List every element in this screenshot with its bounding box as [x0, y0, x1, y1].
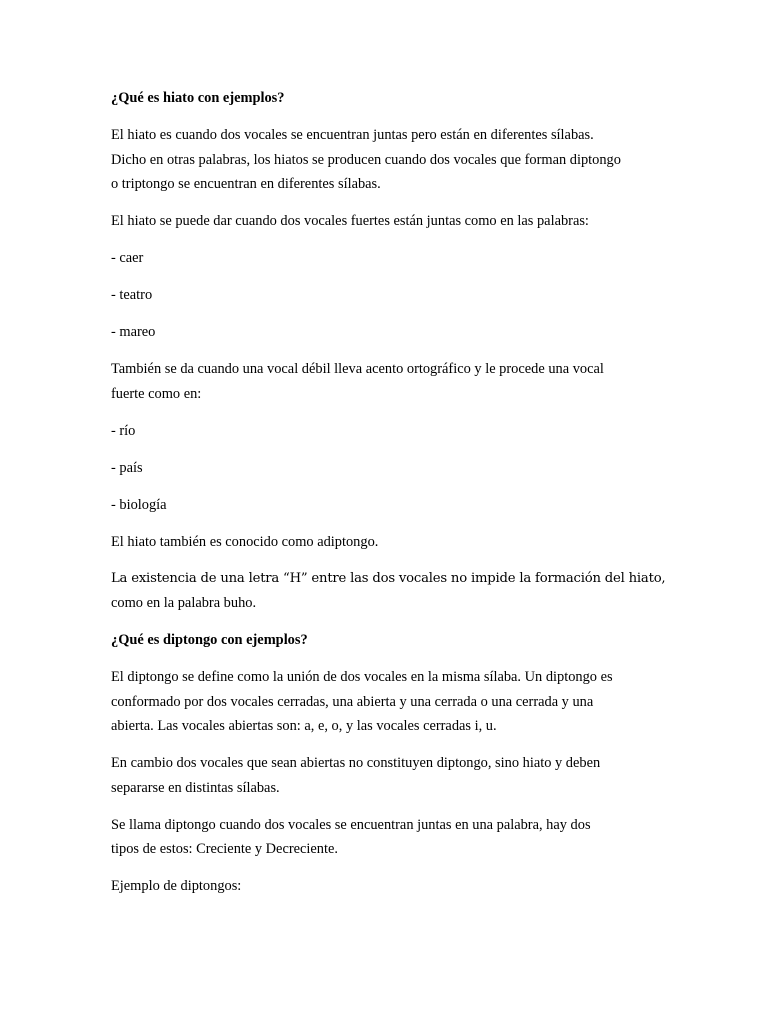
text-line: También se da cuando una vocal débil lleva acento ortográfico y le procede una vocal — [111, 361, 604, 377]
paragraph-diptongo-cambio — [111, 751, 671, 800]
list-item-text: - biología — [111, 496, 167, 513]
list-item-text: - país — [111, 459, 143, 476]
text-line: o triptongo se encuentran en diferentes sílabas. — [111, 176, 381, 192]
list-item — [111, 283, 671, 308]
list-item — [111, 419, 671, 444]
paragraph-hiato-acento — [111, 357, 671, 406]
text-line: Se llama diptongo cuando dos vocales se encuentran juntas en una palabra, hay dos — [111, 816, 591, 833]
document-page — [111, 86, 671, 911]
heading-diptongo — [111, 628, 671, 653]
paragraph-hiato-adiptongo — [111, 530, 671, 555]
heading-hiato-text: ¿Qué es hiato con ejemplos? — [111, 90, 285, 106]
list-item-text: - mareo — [111, 324, 156, 340]
text-line: separarse en distintas sílabas. — [111, 779, 280, 796]
list-item — [111, 320, 671, 345]
list-item — [111, 456, 671, 481]
text-line: El diptongo se define como la unión de dos vocales en la misma sílaba. Un diptongo es — [111, 669, 613, 685]
list-item-text: - río — [111, 422, 136, 439]
list-item-text: - caer — [111, 250, 144, 266]
text-line: La existencia de una letra “H” entre las dos vocales no impide la formación del hiato, — [111, 570, 666, 586]
paragraph-hiato-h — [111, 567, 671, 616]
text-line: El hiato se puede dar cuando dos vocales fuertes están juntas como en las palabras: — [111, 213, 589, 229]
text-line: conformado por dos vocales cerradas, una abierta y una cerrada o una cerrada y una — [111, 693, 594, 710]
text-line: fuerte como en: — [111, 385, 202, 402]
text-line: abierta. Las vocales abiertas son: a, e, o, y las vocales cerradas i, u. — [111, 718, 497, 734]
text-line: El hiato es cuando dos vocales se encuentran juntas pero están en diferentes sílabas. — [111, 127, 594, 143]
list-item — [111, 493, 671, 518]
paragraph-hiato-definition — [111, 123, 671, 197]
text-line: Ejemplo de diptongos: — [111, 878, 242, 894]
text-line: En cambio dos vocales que sean abiertas no constituyen diptongo, sino hiato y deben — [111, 755, 601, 771]
list-item — [111, 246, 671, 271]
heading-diptongo-text: ¿Qué es diptongo con ejemplos? — [111, 632, 308, 648]
heading-hiato — [111, 86, 671, 111]
list-item-text: - teatro — [111, 287, 153, 303]
text-line: tipos de estos: Creciente y Decreciente. — [111, 841, 338, 857]
paragraph-ejemplo-diptongos — [111, 874, 671, 899]
text-line: como en la palabra buho. — [111, 595, 257, 611]
paragraph-hiato-fuertes — [111, 209, 671, 234]
text-line: Dicho en otras palabras, los hiatos se producen cuando dos vocales que forman diptongo — [111, 151, 621, 168]
paragraph-diptongo-definition — [111, 665, 671, 739]
text-line: El hiato también es conocido como adiptongo. — [111, 533, 379, 550]
paragraph-diptongo-tipos — [111, 813, 671, 862]
